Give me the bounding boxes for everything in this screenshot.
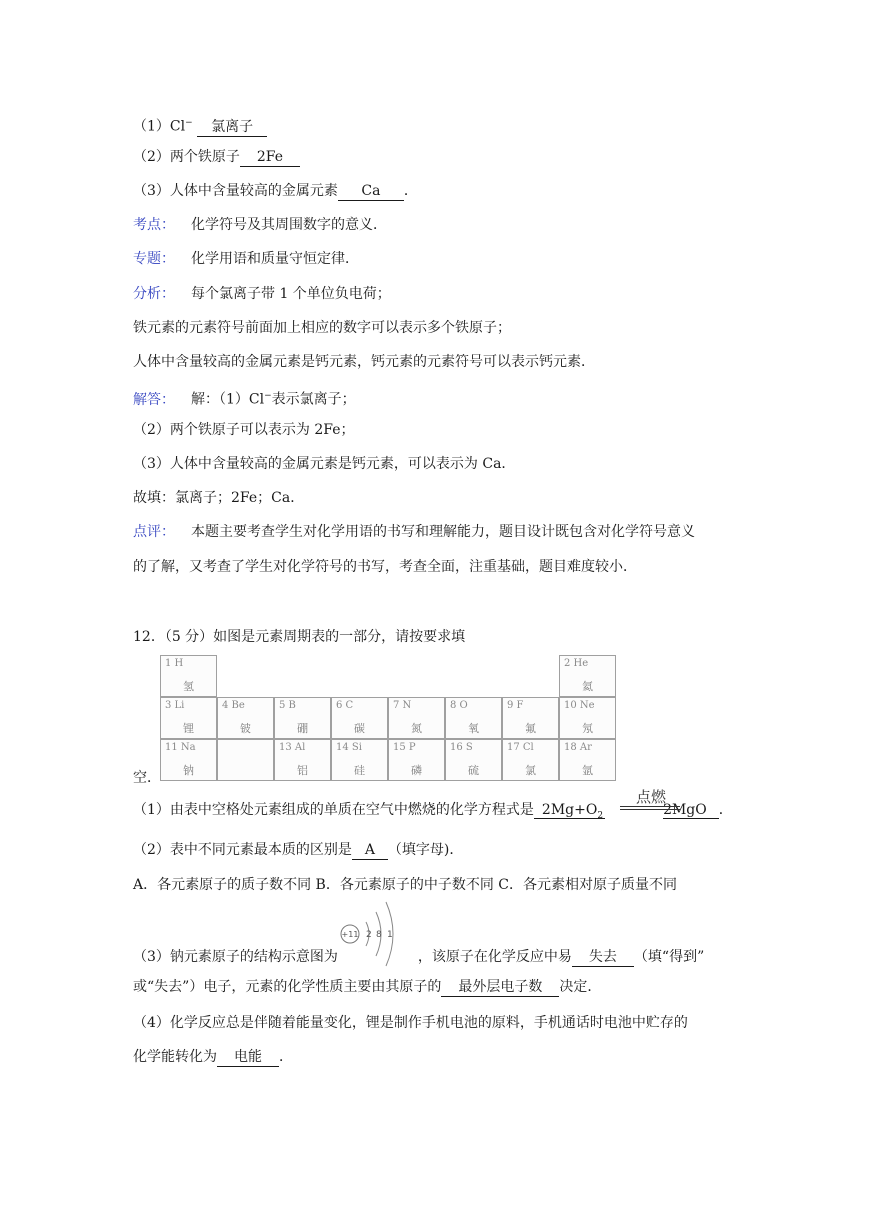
- periodic-cell-symbol: 10 Ne: [564, 700, 595, 711]
- kaodian-label: 考点：: [133, 217, 175, 233]
- periodic-cell: [559, 697, 616, 739]
- q12-p3b: [133, 977, 601, 997]
- jieda-line: [133, 386, 356, 410]
- q12-p1-answer-a: [534, 802, 605, 819]
- periodic-cell-symbol: 1 H: [165, 658, 184, 669]
- periodic-cell-symbol: 11 Na: [165, 742, 196, 753]
- q11-line3-prefix: （3）人体中含量较高的金属元素: [133, 183, 338, 199]
- q11-line2-prefix: （2）两个铁原子: [133, 149, 240, 165]
- periodic-cell-name: 硼: [297, 722, 308, 735]
- periodic-cell-symbol: 3 Li: [165, 700, 185, 711]
- fenxi-line2: 铁元素的元素符号前面加上相应的数字可以表示多个铁原子；: [133, 320, 511, 336]
- dianping-label: 点评：: [133, 524, 175, 540]
- jieda-line2: （2）两个铁原子可以表示为 2Fe；: [133, 422, 355, 438]
- periodic-cell: [559, 739, 616, 781]
- zhuanti-text: 化学用语和质量守恒定律．: [191, 251, 359, 267]
- zhuanti-line: [133, 249, 359, 269]
- periodic-cell-name: 氯: [525, 764, 536, 777]
- q12-p3b-answer: 最外层电子数: [441, 978, 559, 997]
- gutian-line: 故填：氯离子；2Fe；Ca．: [133, 490, 305, 506]
- q11-line3-answer: Ca: [338, 182, 404, 201]
- dianping-line2: 的了解，又考查了学生对化学符号的书写，考查全面，注重基础，题目难度较小．: [133, 559, 637, 575]
- periodic-cell: [274, 739, 331, 781]
- q12-p4b-prefix: 化学能转化为: [133, 1049, 217, 1065]
- periodic-cell: [445, 739, 502, 781]
- shell-2-count: 8: [376, 930, 382, 940]
- periodic-cell-name: 铍: [240, 722, 251, 735]
- periodic-cell: [160, 739, 217, 781]
- periodic-cell-symbol: 14 Si: [336, 742, 362, 753]
- q12-p3b-prefix: 或“失去”）电子，元素的化学性质主要由其原子的: [133, 979, 442, 995]
- q12-p2-suffix: （填字母)．: [387, 842, 464, 858]
- jieda-label: 解答：: [133, 391, 175, 408]
- periodic-cell-name: 氟: [525, 722, 536, 735]
- periodic-cell-symbol: 8 O: [450, 700, 468, 711]
- fenxi-line3: 人体中含量较高的金属元素是钙元素，钙元素的元素符号可以表示钙元素．: [133, 354, 595, 370]
- equals-bar-top: [620, 806, 680, 807]
- kaodian-line: [133, 215, 387, 235]
- periodic-cell: [331, 697, 388, 739]
- q12-p1-prefix: （1）由表中空格处元素组成的单质在空气中燃烧的化学方程式是: [133, 802, 534, 818]
- shell-3-count: 1: [387, 930, 393, 940]
- q12-p1-ans-sub: 2: [597, 810, 604, 821]
- q12-p3b-suffix: 决定．: [559, 979, 602, 995]
- periodic-cell: [217, 739, 274, 781]
- q12-p3-mid: ，该原子在化学反应中易: [417, 949, 572, 965]
- dianping-text: 本题主要考查学生对化学用语的书写和理解能力，题目设计既包含对化学符号意义: [191, 524, 695, 540]
- periodic-cell-symbol: 7 N: [393, 700, 412, 711]
- reaction-condition: 点燃: [635, 788, 666, 806]
- periodic-cell: [388, 739, 445, 781]
- periodic-table-figure: [160, 655, 616, 781]
- q12-stem-end: 空．: [133, 770, 161, 786]
- q11-line3-suffix: ．: [403, 183, 418, 199]
- periodic-cell: [502, 739, 559, 781]
- q12-p2-answer: A: [352, 841, 388, 860]
- q12-p3-answer: 失去: [572, 948, 634, 967]
- dianping-line: [133, 522, 695, 542]
- q12-p3: [133, 947, 704, 967]
- periodic-cell: [388, 697, 445, 739]
- periodic-cell: [331, 739, 388, 781]
- periodic-cell-symbol: 17 Cl: [507, 742, 534, 753]
- periodic-cell: [217, 697, 274, 739]
- periodic-cell-name: 氢: [183, 680, 194, 693]
- q12-p3-suffix: （填“得到”: [633, 949, 705, 965]
- periodic-cell-symbol: 2 He: [564, 658, 589, 669]
- periodic-cell-name: 氩: [582, 764, 593, 777]
- fenxi-line: [133, 284, 391, 304]
- periodic-cell-name: 锂: [183, 722, 194, 735]
- q12-p3-prefix: （3）钠元素原子的结构示意图为: [133, 949, 338, 965]
- nucleus-label: +11: [341, 930, 359, 939]
- q12-stem: 12．（5 分）如图是元素周期表的一部分，请按要求填: [133, 629, 466, 645]
- periodic-cell: [502, 697, 559, 739]
- jieda-sup: −: [264, 391, 272, 401]
- q12-p2-prefix: （2）表中不同元素最本质的区别是: [133, 842, 352, 858]
- jieda-text-a: 解：（1）Cl: [191, 391, 265, 408]
- q12-p4b: [133, 1047, 293, 1067]
- fenxi-text: 每个氯离子带 1 个单位负电荷；: [191, 286, 391, 302]
- periodic-cell-name: 硅: [354, 764, 365, 777]
- periodic-cell: [445, 697, 502, 739]
- q12-p4: （4）化学反应总是伴随着能量变化，锂是制作手机电池的原料，手机通话时电池中贮存的: [133, 1015, 688, 1031]
- equals-bar-bottom: [620, 809, 680, 810]
- periodic-cell-name: 氦: [582, 680, 593, 693]
- zhuanti-label: 专题：: [133, 251, 175, 267]
- shell-1-count: 2: [366, 930, 372, 940]
- q12-p1-ans-a-text: 2Mg+O: [541, 802, 598, 818]
- q11-line1-prefix: （1）Cl: [133, 118, 186, 135]
- periodic-cell-name: 碳: [354, 722, 365, 735]
- fenxi-label: 分析：: [133, 286, 175, 302]
- q11-line2-answer: 2Fe: [240, 148, 300, 167]
- periodic-cell: [160, 697, 217, 739]
- q12-p4b-answer: 电能: [217, 1048, 279, 1067]
- periodic-cell-name: 铝: [297, 764, 308, 777]
- periodic-cell-name: 氮: [411, 722, 422, 735]
- q12-p1-suffix: ．: [718, 802, 733, 818]
- q11-line1-answer: 氯离子: [197, 118, 267, 137]
- periodic-cell-symbol: 4 Be: [222, 700, 245, 711]
- q11-line1: [133, 113, 267, 137]
- periodic-cell: [559, 655, 616, 697]
- q11-line3: [133, 181, 418, 201]
- periodic-cell-symbol: 6 C: [336, 700, 354, 711]
- periodic-cell-symbol: 18 Ar: [564, 742, 592, 753]
- q12-p2: [133, 840, 463, 860]
- q12-options: A．各元素原子的质子数不同 B．各元素原子的中子数不同 C．各元素相对原子质量不同: [133, 877, 678, 893]
- jieda-line3: （3）人体中含量较高的金属元素是钙元素，可以表示为 Ca．: [133, 456, 516, 472]
- periodic-cell-name: 磷: [411, 764, 422, 777]
- periodic-cell-name: 氖: [582, 722, 593, 735]
- periodic-cell: [274, 697, 331, 739]
- periodic-cell-name: 钠: [183, 764, 194, 777]
- jieda-text-b: 表示氯离子；: [271, 391, 356, 408]
- periodic-cell-name: 硫: [468, 764, 479, 777]
- periodic-cell: [160, 655, 217, 697]
- periodic-cell-symbol: 13 Al: [279, 742, 306, 753]
- q11-line1-sup: −: [185, 118, 193, 128]
- q12-p4b-suffix: ．: [279, 1049, 293, 1065]
- periodic-cell-symbol: 16 S: [450, 742, 473, 753]
- q12-p1-answer-b: 2MgO: [663, 802, 719, 819]
- periodic-cell-symbol: 5 B: [279, 700, 296, 711]
- periodic-cell-symbol: 9 F: [507, 700, 524, 711]
- q11-line2: [133, 147, 300, 167]
- periodic-cell-name: 氧: [468, 722, 479, 735]
- periodic-cell-symbol: 15 P: [393, 742, 416, 753]
- kaodian-text: 化学符号及其周围数字的意义．: [191, 217, 387, 233]
